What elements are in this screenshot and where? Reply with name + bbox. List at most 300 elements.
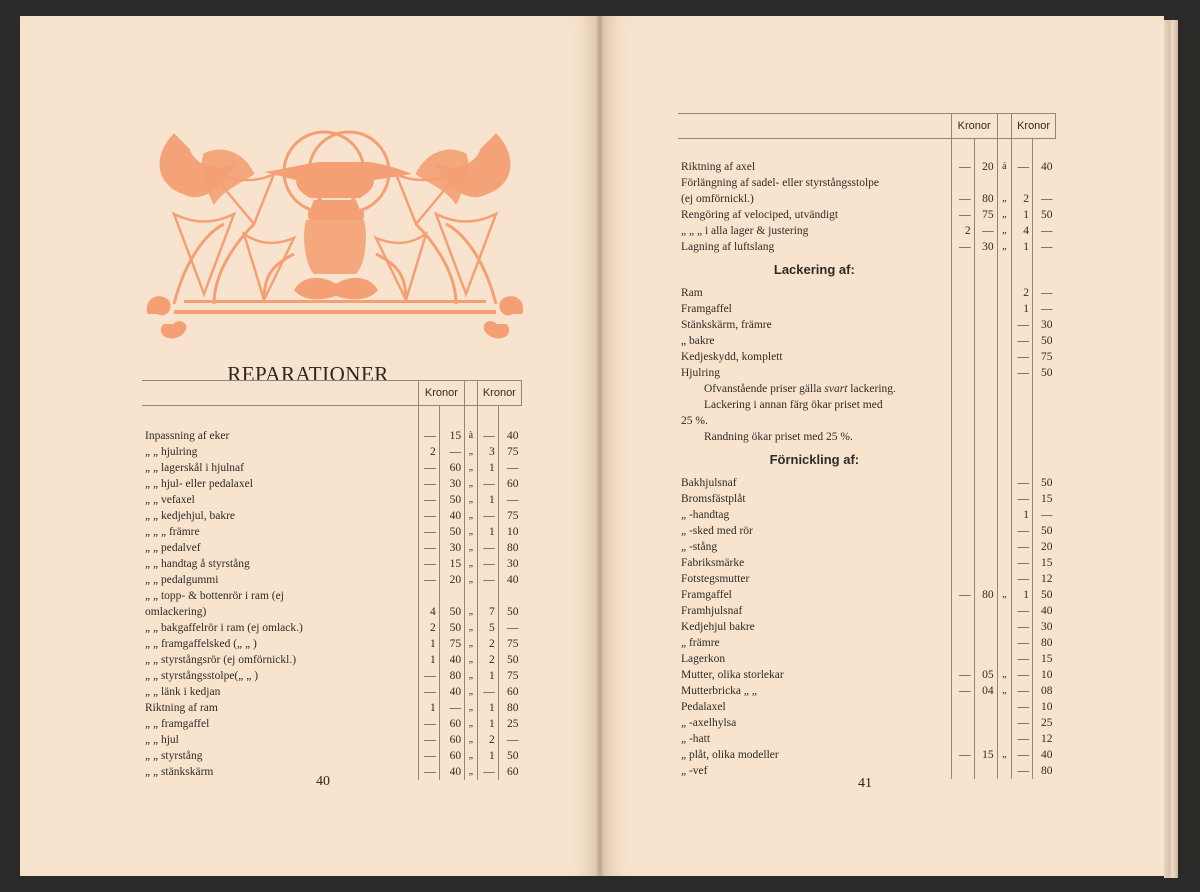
range-separator: „ [465,716,478,732]
price-kronor-from: — [418,460,439,476]
price-kronor-to: 1 [477,668,498,684]
price-kronor-from: — [418,716,439,732]
row-label: Förlängning af sadel- eller styrstångsstolpe [681,177,880,189]
table-row [678,491,1056,507]
price-kronor-from: — [418,492,439,508]
price-ore-to: 40 [498,428,521,444]
range-separator: „ [465,444,478,460]
price-kronor-from: — [951,207,974,223]
row-label: Riktning af axel [681,161,756,173]
price-ore-from [974,301,997,317]
book-gutter [596,16,604,876]
price-kronor-from: — [951,667,974,683]
table-row [678,159,1056,175]
row-label: „ „ stänkskärm [145,766,214,778]
price-ore-from: 50 [439,524,464,540]
price-ore-to: 75 [1033,349,1056,365]
range-separator: „ [465,764,478,780]
section-heading: Lackering af: [773,262,855,277]
table-row [678,571,1056,587]
price-ore-from: 15 [439,428,464,444]
price-ore-to: 08 [1033,683,1056,699]
row-label: „ „ lagerskål i hjulnaf [145,462,244,474]
range-separator: „ [997,223,1012,239]
page-number: 40 [316,774,330,789]
price-kronor-to: — [1012,731,1033,747]
price-kronor-to: — [1012,333,1033,349]
range-separator: „ [997,207,1012,223]
price-kronor-from [951,539,974,555]
price-ore-from [974,731,997,747]
price-ore-to: — [498,492,521,508]
price-kronor-to: — [1012,763,1033,779]
price-kronor-from [951,763,974,779]
page-number: 41 [858,776,872,791]
price-kronor-from [951,635,974,651]
price-kronor-to: — [477,428,498,444]
price-kronor-to: — [1012,317,1033,333]
range-separator [997,699,1012,715]
table-row [678,539,1056,555]
price-kronor-to: — [1012,539,1033,555]
range-separator: „ [465,508,478,524]
price-ore-to: 12 [1033,571,1056,587]
price-kronor-to: — [477,476,498,492]
price-kronor-to: 1 [477,492,498,508]
price-ore-to: 75 [498,508,521,524]
price-kronor-from: 1 [418,652,439,668]
price-kronor-from: — [951,683,974,699]
price-ore-from: 40 [439,652,464,668]
note-fragment: Ofvanstående priser gälla [704,383,822,395]
price-kronor-from [951,491,974,507]
range-separator [997,635,1012,651]
price-ore-from [974,365,997,381]
table-row [678,603,1056,619]
row-label: Hjulring [681,367,720,379]
price-kronor-from: 4 [418,604,439,620]
right-page [604,16,1164,876]
range-separator [997,491,1012,507]
price-kronor-to: 1 [1012,587,1033,603]
price-ore-to: 20 [1033,539,1056,555]
price-ore-from: 60 [439,748,464,764]
price-ore-from [974,333,997,349]
table-row [678,747,1056,763]
price-ore-from: 30 [974,239,997,255]
price-ore-to: 80 [498,540,521,556]
price-kronor-to: 1 [477,748,498,764]
price-ore-from [974,619,997,635]
price-kronor-from [951,651,974,667]
price-kronor-from [951,333,974,349]
price-ore-to: 60 [498,476,521,492]
range-separator: „ [465,524,478,540]
table-row [142,732,522,748]
table-row [142,460,522,476]
row-label: „ „ handtag å styrstång [145,558,250,570]
row-label: „ -handtag [681,509,730,521]
range-separator [997,285,1012,301]
row-label: Lagning af luftslang [681,241,775,253]
price-kronor-from [951,715,974,731]
price-kronor-from [951,301,974,317]
price-kronor-from: — [418,476,439,492]
price-ore-from: 60 [439,716,464,732]
note-fragment: lackering. [850,383,896,395]
price-ore-from: 40 [439,764,464,780]
price-kronor-to: 2 [1012,191,1033,207]
price-kronor-to: 7 [477,604,498,620]
price-kronor-to: — [1012,619,1033,635]
kronor-header-1: Kronor [951,114,997,139]
price-kronor-from [951,603,974,619]
row-label: „ „ pedalvef [145,542,201,554]
row-label: Bromsfästplåt [681,493,746,505]
table-row [678,349,1056,365]
range-separator [997,349,1012,365]
left-table-body [142,381,522,781]
table-row [142,476,522,492]
kronor-header-1: Kronor [418,381,464,406]
price-kronor-from: — [418,668,439,684]
price-ore-to: 50 [1033,207,1056,223]
price-ore-from [974,715,997,731]
range-separator [997,333,1012,349]
price-kronor-to: — [1012,555,1033,571]
row-label: Inpassning af eker [145,430,230,442]
price-kronor-to: — [477,764,498,780]
table-row [678,223,1056,239]
section-heading: Förnickling af: [769,452,860,467]
price-kronor-to: — [1012,365,1033,381]
row-label: „ „ „ i alla lager & justering [681,225,809,237]
price-ore-to: — [1033,301,1056,317]
page-title: REPARATIONER [227,362,389,386]
range-separator [997,301,1012,317]
note-fragment: 25 %. [681,415,708,427]
table-row [678,667,1056,683]
note-row [678,397,1056,413]
range-separator [997,365,1012,381]
table-row [142,684,522,700]
row-label: „ „ framgaffelsked („ „ ) [145,638,257,650]
price-ore-from: 20 [974,159,997,175]
note-row [678,381,1056,397]
row-label: Framhjulsnaf [681,605,743,617]
price-ore-to: — [1033,507,1056,523]
price-kronor-to: — [477,572,498,588]
table-row [678,555,1056,571]
table-row [678,333,1056,349]
price-ore-to [1033,175,1056,191]
row-label: „ „ vefaxel [145,494,195,506]
price-ore-to: — [1033,285,1056,301]
price-kronor-to: 1 [477,700,498,716]
price-ore-to: 12 [1033,731,1056,747]
price-kronor-to: 2 [477,636,498,652]
row-label: „ „ hjul- eller pedalaxel [145,478,253,490]
table-row [142,716,522,732]
price-ore-to: 15 [1033,491,1056,507]
art-nouveau-anvil-ornament [144,114,526,348]
range-separator: „ [997,747,1012,763]
left-page [20,16,596,876]
price-kronor-from: 2 [418,620,439,636]
price-ore-to: 75 [498,444,521,460]
table-row [142,652,522,668]
row-label: „ -hatt [681,733,711,745]
price-kronor-to: — [1012,159,1033,175]
price-kronor-to: 4 [1012,223,1033,239]
table-row [678,587,1056,603]
range-separator: „ [465,492,478,508]
note-italic-word: svart [824,383,848,395]
range-separator: á [997,159,1012,175]
price-ore-from [974,175,997,191]
table-row [142,700,522,716]
row-label: „ „ kedjehjul, bakre [145,510,236,522]
price-kronor-from: 2 [951,223,974,239]
price-ore-to: — [1033,223,1056,239]
table-row [678,301,1056,317]
row-label: „ „ bakgaffelrör i ram (ej omlack.) [145,622,303,634]
price-kronor-to: 1 [1012,301,1033,317]
price-kronor-to: — [1012,699,1033,715]
price-kronor-from [951,523,974,539]
row-label: „ „ hjul [145,734,179,746]
price-ore-to: 60 [498,764,521,780]
price-ore-from [974,491,997,507]
price-kronor-from [951,349,974,365]
right-price-table [678,113,1056,779]
price-ore-to: 50 [1033,365,1056,381]
price-ore-to [498,588,521,604]
section-heading-row [678,445,1056,475]
price-ore-to: — [498,460,521,476]
price-kronor-from: — [951,587,974,603]
range-separator: „ [465,604,478,620]
price-kronor-to: 1 [477,716,498,732]
price-ore-from: — [439,700,464,716]
row-label: „ „ „ främre [145,526,200,538]
range-separator: „ [465,540,478,556]
table-row [678,635,1056,651]
row-label: „ „ länk i kedjan [145,686,221,698]
table-row [678,191,1056,207]
price-ore-from: 30 [439,540,464,556]
row-label: Framgaffel [681,303,732,315]
range-separator [997,523,1012,539]
price-kronor-from [951,619,974,635]
range-separator: „ [465,620,478,636]
price-ore-from: 05 [974,667,997,683]
price-kronor-from [951,175,974,191]
range-separator [997,555,1012,571]
price-ore-from [974,285,997,301]
price-kronor-to: 1 [1012,507,1033,523]
range-separator: „ [465,684,478,700]
price-kronor-from [951,699,974,715]
price-ore-from: 30 [439,476,464,492]
price-kronor-to: — [1012,683,1033,699]
price-ore-from [974,349,997,365]
price-kronor-from: — [418,508,439,524]
range-separator: „ [465,668,478,684]
table-row [142,620,522,636]
row-label: „ bakre [681,335,715,347]
price-kronor-to: 2 [477,652,498,668]
price-ore-from: 50 [439,604,464,620]
price-ore-from: 60 [439,732,464,748]
price-ore-from [974,507,997,523]
price-ore-from: 40 [439,684,464,700]
price-ore-to: 15 [1033,651,1056,667]
price-ore-to: 25 [498,716,521,732]
table-row [678,651,1056,667]
price-ore-to: 10 [498,524,521,540]
table-row [678,683,1056,699]
price-ore-to: 50 [1033,333,1056,349]
price-kronor-from: — [418,556,439,572]
range-separator: „ [465,476,478,492]
price-kronor-from: — [951,747,974,763]
price-kronor-to: — [1012,747,1033,763]
range-separator [997,507,1012,523]
row-label: „ „ topp- & bottenrör i ram (ej [145,590,284,602]
range-separator: „ [465,700,478,716]
table-row [678,523,1056,539]
range-separator [997,731,1012,747]
price-ore-from [974,603,997,619]
price-ore-from: 15 [439,556,464,572]
price-ore-to: — [498,732,521,748]
table-row [678,475,1056,491]
price-ore-from: 04 [974,683,997,699]
price-ore-to: 30 [1033,619,1056,635]
range-separator: à [465,428,478,444]
row-label: „ -sked med rör [681,525,753,537]
price-ore-from: 80 [974,191,997,207]
price-ore-to: 80 [498,700,521,716]
price-ore-from [974,763,997,779]
table-row [678,317,1056,333]
table-row [678,619,1056,635]
row-label: Kedjehjul bakre [681,621,755,633]
price-kronor-to: — [477,556,498,572]
price-kronor-to [477,588,498,604]
price-kronor-to: 3 [477,444,498,460]
price-ore-from: 40 [439,508,464,524]
range-separator: „ [997,683,1012,699]
price-kronor-from [418,588,439,604]
table-row [678,715,1056,731]
table-row [142,556,522,572]
price-ore-to: 50 [498,652,521,668]
price-kronor-to: 1 [477,460,498,476]
range-separator [997,763,1012,779]
page-edges [1164,20,1178,878]
row-label: Stänkskärm, främre [681,319,772,331]
price-ore-to: 50 [1033,475,1056,491]
row-label: Pedalaxel [681,701,726,713]
table-header [678,114,1056,139]
price-kronor-to: — [1012,667,1033,683]
price-ore-to: 75 [498,668,521,684]
price-ore-to: — [1033,191,1056,207]
row-label: Riktning af ram [145,702,218,714]
range-separator [465,588,478,604]
price-ore-from: 60 [439,460,464,476]
price-kronor-from: — [951,159,974,175]
price-ore-to: 30 [498,556,521,572]
price-kronor-to: 2 [1012,285,1033,301]
price-kronor-from: — [418,764,439,780]
row-label: Mutterbricka „ „ [681,685,757,697]
price-kronor-from [951,731,974,747]
left-price-table [142,380,522,780]
price-ore-to: 75 [498,636,521,652]
row-label: „ „ pedalgummi [145,574,219,586]
row-label: „ plåt, olika modeller [681,749,779,761]
price-kronor-to: — [1012,603,1033,619]
row-label: „ „ styrstång [145,750,203,762]
range-separator: „ [465,652,478,668]
table-row [142,588,522,604]
row-label: Fabriksmärke [681,557,745,569]
price-kronor-to: — [1012,651,1033,667]
price-kronor-from [951,507,974,523]
price-kronor-to: — [477,684,498,700]
price-kronor-to: — [1012,635,1033,651]
price-kronor-from [951,555,974,571]
range-separator: „ [465,636,478,652]
price-ore-to: 40 [1033,747,1056,763]
price-kronor-from: — [418,540,439,556]
price-ore-to: 10 [1033,667,1056,683]
range-separator: „ [997,587,1012,603]
price-kronor-to: 1 [477,524,498,540]
row-label: Bakhjulsnaf [681,477,737,489]
table-row [678,507,1056,523]
row-label: Kedjeskydd, komplett [681,351,783,363]
table-row [142,428,522,444]
price-kronor-from [951,317,974,333]
price-ore-from: — [974,223,997,239]
price-ore-to: 25 [1033,715,1056,731]
price-kronor-to: — [477,540,498,556]
price-ore-from: 75 [439,636,464,652]
price-ore-from [439,588,464,604]
row-label: „ -stång [681,541,718,553]
range-separator [997,539,1012,555]
price-kronor-to: — [1012,715,1033,731]
price-kronor-from: — [418,572,439,588]
price-ore-to: 30 [1033,317,1056,333]
range-separator: „ [997,667,1012,683]
table-row [678,699,1056,715]
table-row [678,207,1056,223]
table-row [142,572,522,588]
price-kronor-from: — [418,428,439,444]
range-separator [997,603,1012,619]
price-ore-to: 50 [498,748,521,764]
table-row [142,508,522,524]
price-ore-from: 75 [974,207,997,223]
range-separator: „ [465,732,478,748]
price-kronor-to: — [1012,349,1033,365]
price-kronor-from: — [418,524,439,540]
